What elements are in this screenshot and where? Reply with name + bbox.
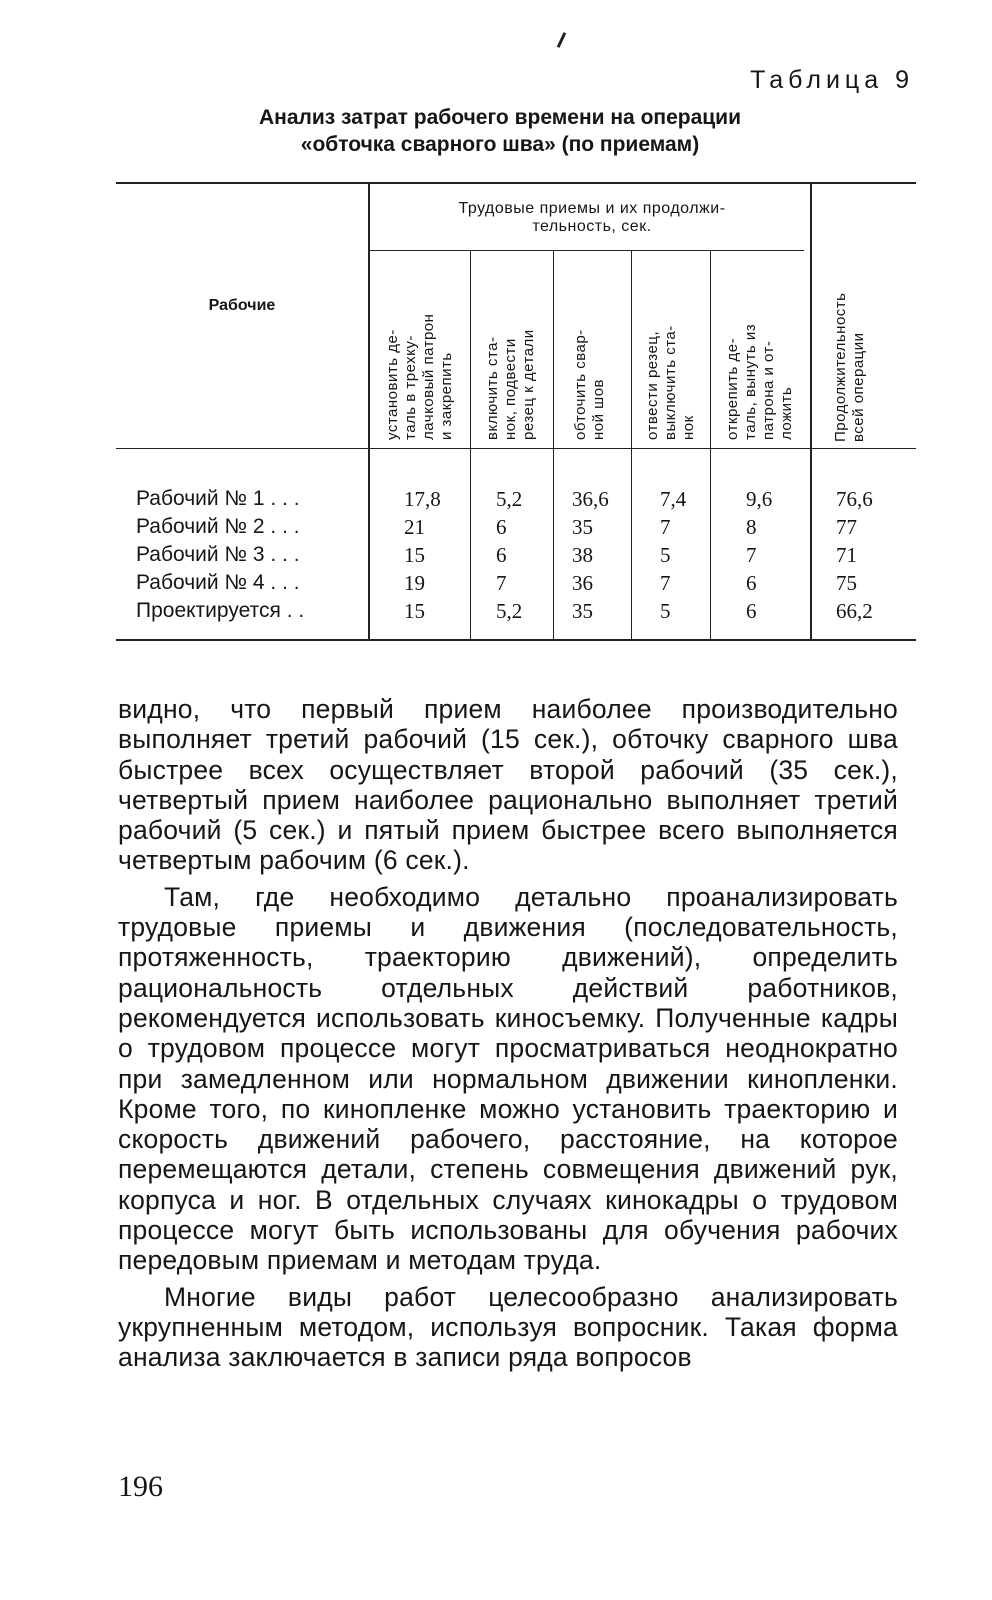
total-header-line-2: всей операции [850,332,867,442]
table-cell: 19 [404,571,425,595]
paragraph-1: видно, что первый прием наиболее производительно выполняет третий рабочий (15 сек.), обточку сварного шва быстрее всех осуществляет второй рабочий (35 сек.), четвертый прием наиболее рационально выполняет третий рабочий (5 сек.) и пятый прием быстрее всего выполняется четвертым рабочим (6 сек.). [118,694,898,876]
total-header-line-1: Продолжительность [832,292,849,442]
table-cell: 15 [404,543,425,567]
col-values-1 [404,485,441,625]
table-cell: 6 [746,599,757,623]
table-row-name: Рабочий № 1 . . . [136,487,300,510]
group-header-rule [370,250,804,251]
col-values-2 [496,485,522,625]
table-cell: 6 [746,571,757,595]
col-header-5-line-1: открепить де- [724,337,741,440]
table-cell: 71 [836,543,857,567]
col-rule-6 [810,182,812,640]
caption-line-1: Анализ затрат рабочего времени на операции [259,106,741,129]
col-header-3-line-1: обточить свар- [572,329,589,440]
data-table [116,182,916,652]
col-header-1-line-3: лачковый патрон [420,313,437,440]
total-header [832,232,868,442]
header-bottom-rule [116,448,916,449]
worker-names [136,485,371,625]
table-cell: 5 [660,543,671,567]
table-bottom-rule [116,639,916,641]
col-rule-4 [631,250,632,640]
col-header-2-line-1: включить ста- [484,336,501,440]
table-cell: 7 [660,571,671,595]
col-header-5-line-4: ложить [778,386,795,440]
col-header-1-line-4: и закрепить [438,352,455,440]
col-header-5-line-3: патрона и от- [760,340,777,440]
table-cell: 7 [496,571,507,595]
table-cell: 21 [404,515,425,539]
col-values-3 [572,485,609,625]
table-row-name: Рабочий № 3 . . . [136,543,300,566]
workers-header: Рабочие [208,297,276,314]
table-cell: 66,2 [836,599,873,623]
col-header-1-line-2: таль в трехку- [402,335,419,440]
caption-line-2: «обточка сварного шва» (по приемам) [300,133,700,156]
table-row-name: Проектируется . . [136,599,305,622]
col-rule-2 [470,250,471,640]
col-header-3 [572,260,608,440]
table-cell: 5,2 [496,487,523,511]
table-cell: 6 [496,543,507,567]
paragraph-3: Многие виды работ целесообразно анализировать укрупненным методом, используя вопросник. Такая форма анализа заключается в записи ряда вопросов [118,1281,898,1373]
page-number: 196 [118,1470,163,1503]
table-cell: 38 [572,543,593,567]
table-number: Таблица 9 [750,66,914,94]
table-cell: 35 [572,515,593,539]
table-cell: 6 [496,515,507,539]
col-header-4 [644,260,698,440]
table-cell: 8 [746,515,757,539]
col-header-3-line-2: ной шов [590,378,607,440]
col-header-5-line-2: таль, вынуть из [742,323,759,440]
col-header-4-line-1: отвести резец, [644,330,661,440]
col-header-2 [484,260,538,440]
col-header-2-line-3: резец к детали [520,329,537,440]
table-row-name: Рабочий № 4 . . . [136,571,300,594]
table-top-rule [116,182,916,184]
table-cell: 15 [404,599,425,623]
group-header [373,200,811,236]
group-header-line-2: тельность, сек. [532,218,652,235]
col-values-total [836,485,873,625]
col-rule-5 [710,250,711,640]
table-cell: 35 [572,599,593,623]
table-cell: 77 [836,515,857,539]
col-values-5 [746,485,772,625]
table-cell: 36 [572,571,593,595]
group-header-line-1: Трудовые приемы и их продолжи- [458,200,726,217]
col-rule-3 [553,250,554,640]
col-header-5 [724,260,796,440]
col-header-1-line-1: установить де- [384,329,401,440]
table-cell: 9,6 [746,487,773,511]
col-header-4-line-3: нок [680,415,697,440]
stray-mark [557,32,566,48]
table-cell: 7 [660,515,671,539]
col-header-2-line-2: нок, подвести [502,338,519,440]
table-cell: 7 [746,543,757,567]
table-row-name: Рабочий № 2 . . . [136,515,300,538]
table-cell: 7,4 [660,487,687,511]
paragraph-2: Там, где необходимо детально проанализировать трудовые приемы и движения (последовательность, протяженность, траекторию движений), определить рациональность отдельных действий работников, рекомендуется использовать киносъемку. Полученные кадры о трудовом процессе могут просматриваться неоднократно при замедленном или нормальном движении кинопленки. Кроме того, по кинопленке можно установить траекторию и скорость движений рабочего, расстояние, на которое перемещаются детали, степень совмещения движений рук, корпуса и ног. В отдельных случаях кинокадры о трудовом процессе могут быть использованы для обучения рабочих передовым приемам и методам труда. [118,881,898,1276]
table-cell: 76,6 [836,487,873,511]
col-values-4 [660,485,686,625]
table-cell: 36,6 [572,487,609,511]
col-header-4-line-2: выключить ста- [662,325,679,440]
col-header-1 [384,260,456,440]
table-cell: 17,8 [404,487,441,511]
table-cell: 75 [836,571,857,595]
table-cell: 5,2 [496,599,523,623]
body-text [118,694,898,1373]
table-cell: 5 [660,599,671,623]
table-caption [180,104,820,158]
